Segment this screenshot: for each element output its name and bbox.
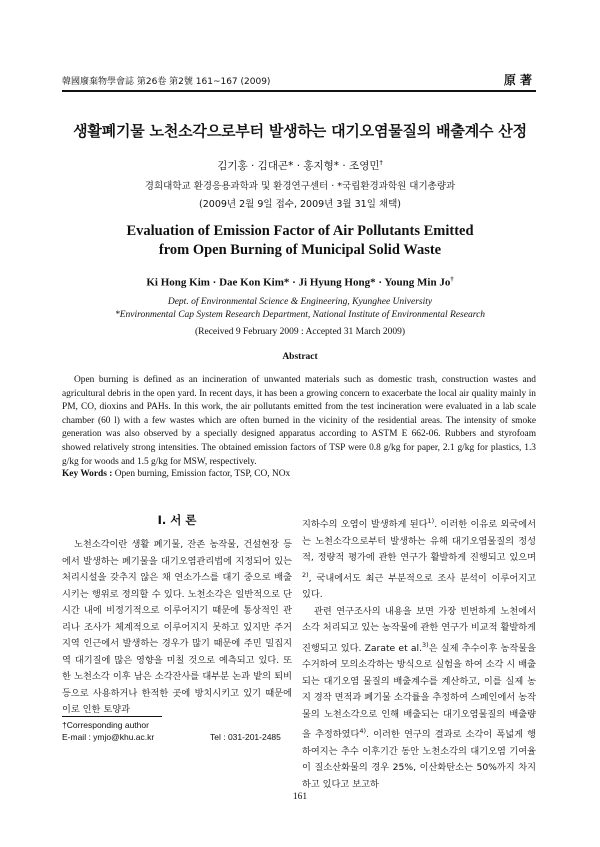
page-number: 161 — [292, 792, 308, 802]
right-column — [302, 513, 536, 793]
korean-authors — [0, 158, 600, 173]
keywords-label: Key Words : — [62, 469, 113, 479]
english-affiliation-2: *Environmental Cap System Research Department, National Institute of Environmental Research — [114, 310, 486, 320]
intro-paragraph-3 — [302, 604, 536, 794]
english-title — [40, 222, 560, 260]
english-title-line2: from Open Burning of Municipal Solid Waste — [158, 242, 442, 258]
english-authors-mark: † — [450, 276, 454, 283]
english-authors-text: Ki Hong Kim · Dae Kon Kim* · Ji Hyung Hong* · Young Min Jo — [146, 276, 451, 289]
para2-text-c: , 국내에서도 최근 부분적으로 조사 분석이 이루어지고 있다. — [302, 572, 536, 601]
keywords — [62, 469, 536, 479]
author-email: E-mail : ymjo@khu.ac.kr — [62, 732, 155, 742]
korean-received: (2009년 2월 9일 접수, 2009년 3월 31일 채택) — [199, 199, 401, 210]
author-tel: Tel : 031-201-2485 — [210, 732, 281, 742]
header-rule — [62, 90, 536, 92]
para3-text-a: 관련 연구조사의 내용을 보면 가장 빈번하게 노천에서 소각 처리되고 있는 농작물에 관한 연구가 비교적 활발하게 진행되고 있다. Zarate et al. — [302, 605, 536, 654]
korean-authors-text: 김기홍 · 김대곤* · 홍지형* · 조영민 — [217, 160, 380, 172]
article-category: 原 著 — [503, 73, 532, 87]
para3-text-b: 은 실제 추수이후 농작물을 수거하여 모의소각하는 방식으로 실험을 하여 소각 시 배출되는 대기오염 물질의 배출계수를 계산하고, 이를 실제 농지 경작 면적과 폐기물 소각률을 추정하여 스페인에서 농작물의 노천소각으로 인해 배출되는 대기오염물질의 배출량을 추정하였다 — [302, 642, 537, 741]
abstract-heading: Abstract — [282, 352, 318, 362]
english-received: (Received 9 February 2009 : Accepted 31 March 2009) — [195, 327, 405, 337]
running-header — [62, 74, 532, 87]
corresponding-author: †Corresponding author — [62, 720, 149, 730]
korean-affiliation: 경희대학교 환경응용과학과 및 환경연구센터 · *국립환경과학원 대기총량과 — [144, 181, 456, 192]
intro-paragraph-2 — [302, 513, 536, 604]
korean-authors-mark: † — [379, 158, 383, 167]
journal-citation: 韓國廢棄物學會誌 第26卷 第2號 161~167 (2009) — [62, 77, 271, 87]
intro-paragraph-1: 노천소각이란 생활 폐기물, 잔존 농작물, 건설현장 등에서 발생하는 폐기물을 대기오염관리법에 지정되어 있는 처리시설을 갖추지 않은 채 연소가스를 대기 중으로 배출시키는 행위로 정의할 수 있다. 노천소각은 일반적으로 단시간 내에 비정기적으로 이루어지기 때문에 통상적인 관리나 조사가 체계적으로 이루어지지 못하고 있지만 주거지역 인근에서 발생하는 경우가 많기 때문에 주민 밀집지역 대기질에 많은 영향을 미칠 것으로 예측되고 있다. 또한 노천소각 이후 남은 소각잔사를 대부분 논과 밭의 퇴비 등으로 사용하거나 한적한 곳에 방치시키고 있기 때문에 이로 인한 토양과 — [62, 539, 292, 715]
ref-1: 1) — [427, 517, 435, 525]
ref-2: 2) — [302, 570, 309, 579]
keywords-list: Open burning, Emission factor, TSP, CO, NOx — [114, 469, 291, 479]
left-column — [62, 511, 292, 719]
footnote-rule — [62, 716, 162, 717]
english-affiliation-1: Dept. of Environmental Science & Engineering, Kyunghee University — [167, 297, 433, 307]
para3-text-c: . 이러한 연구의 결과로 소각이 폭넓게 행하여지는 추수 이후기간 동안 노천소각의 대기오염 기여율이 질소산화물의 경우 25%, 이산화탄소는 50%까지 차지하고 있다고 보고하 — [302, 729, 536, 790]
ref-4: 4) — [359, 727, 367, 736]
ref-3: 3) — [422, 640, 429, 649]
para2-text-a: 지하수의 오염이 발생하게 된다 — [302, 519, 428, 531]
english-affiliation — [0, 296, 600, 322]
abstract-body: Open burning is defined as an incineration of unwanted materials such as domestic trash, construction wastes and agricultural debris in the open yard. In recent days, it has been a growing concern to exacerbate the local air quality mainly in PM, CO, dioxins and PAHs. In this work, the air pollutants emitted from the test incineration were evaluated in a lab scale chamber (60 l) with a few wastes which are often burned in the vicinity of the residential areas. The intensity of smoke generation was also observed by a specially designed apparatus according to ASTM E 662-06. Rubbers and styrofoam showed relatively strong intensities. The obtained emission factors of TSP were 0.8 g/kg for paper, 2.1 g/kg for plastics, 1.3 g/kg for woods and 1.5 g/kg for MSW, respectively. — [62, 375, 536, 467]
korean-title: 생활폐기물 노천소각으로부터 발생하는 대기오염물질의 배출계수 산정 — [73, 122, 527, 140]
section-heading: I. 서 론 — [157, 513, 197, 527]
english-title-line1: Evaluation of Emission Factor of Air Pollutants Emitted — [126, 223, 474, 239]
para2-text-b: . 이러한 이유로 외국에서는 노천소각으로부터 발생하는 유해 대기오염물질의 정성적, 정량적 평가에 관한 연구가 활발하게 진행되고 있으며 — [302, 519, 536, 564]
english-authors — [0, 276, 600, 289]
